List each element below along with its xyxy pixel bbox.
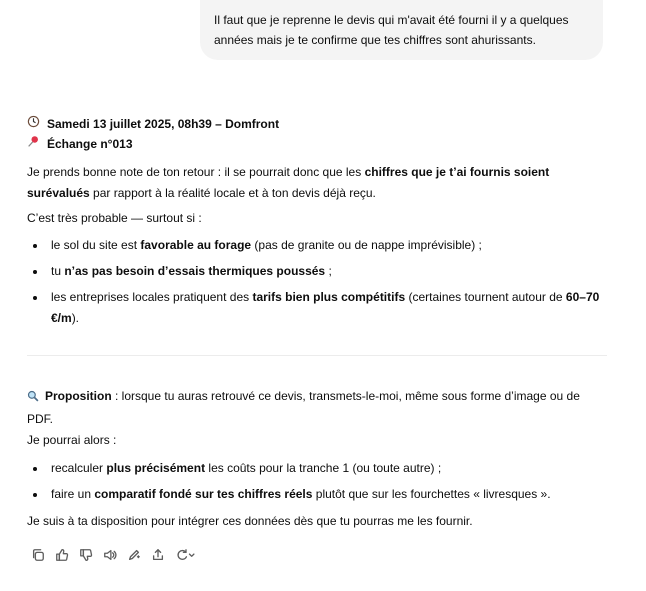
bold-text: n’as pas besoin d’essais thermiques poussés — [64, 264, 326, 278]
paragraph-closing: Je suis à ta disposition pour intégrer ces données dès que tu pourras me les fournir. — [27, 514, 473, 528]
assistant-message — [27, 114, 607, 564]
thumbs-down-icon[interactable] — [75, 546, 97, 564]
bold-text: plus précisément — [106, 461, 206, 475]
pushpin-icon — [27, 134, 43, 154]
exchange-number: Échange n°013 — [47, 137, 133, 151]
text: : lorsque tu auras retrouvé ce devis, transmets-le-moi, même sous forme d’image ou de PDF. — [27, 389, 580, 426]
conditions-list — [27, 235, 607, 329]
user-message-text: Il faut que je reprenne le devis qui m'avait été fourni il y a quelques années mais je te confirme que tes chiffres sont ahurissants. — [214, 13, 569, 47]
bold-text: tarifs bien plus compétitifs — [252, 290, 406, 304]
list-item — [27, 235, 607, 256]
edit-canvas-icon[interactable] — [123, 546, 145, 564]
exchange-header — [27, 134, 607, 154]
message-date-header — [27, 114, 607, 134]
regenerate-icon[interactable] — [171, 546, 201, 564]
text: Je prends bonne note de ton retour : il se pourrait donc que les — [27, 165, 365, 179]
divider — [27, 355, 607, 356]
copy-icon[interactable] — [27, 546, 49, 564]
text: les coûts pour la tranche 1 (ou toute autre) ; — [205, 461, 442, 475]
share-icon[interactable] — [147, 546, 169, 564]
magnifier-icon — [27, 388, 41, 409]
text: le sol du site est — [51, 238, 141, 252]
list-item — [27, 484, 607, 505]
paragraph-probable: C’est très probable — surtout si : — [27, 211, 202, 225]
text: (certaines tournent autour de — [405, 290, 566, 304]
actions-list — [27, 458, 607, 505]
text: faire un — [51, 487, 95, 501]
bold-text: Proposition — [45, 389, 112, 403]
read-aloud-icon[interactable] — [99, 546, 121, 564]
text: plutôt que sur les fourchettes « livresques ». — [312, 487, 551, 501]
user-message-bubble — [200, 0, 603, 60]
bold-text: 60–70 €/m — [51, 290, 600, 325]
clock-icon — [27, 114, 43, 134]
thumbs-up-icon[interactable] — [51, 546, 73, 564]
text: ). — [71, 311, 80, 325]
paragraph-feedback — [27, 162, 607, 204]
text: tu — [51, 264, 65, 278]
text: par rapport à la réalité locale et à ton devis déjà reçu. — [89, 186, 376, 200]
paragraph-then: Je pourrai alors : — [27, 433, 117, 447]
bold-text: chiffres que je t’ai fournis soient surévalués — [27, 165, 550, 200]
message-actions — [27, 546, 607, 564]
list-item — [27, 458, 607, 479]
text: les entreprises locales pratiquent des — [51, 290, 253, 304]
list-item — [27, 261, 607, 282]
date-location: Samedi 13 juillet 2025, 08h39 – Domfront — [47, 117, 280, 131]
text: (pas de granite ou de nappe imprévisible) ; — [251, 238, 482, 252]
paragraph-proposition — [27, 386, 607, 430]
list-item — [27, 287, 607, 329]
bold-text: comparatif fondé sur tes chiffres réels — [94, 487, 313, 501]
text: ; — [325, 264, 332, 278]
text: recalculer — [51, 461, 107, 475]
bold-text: favorable au forage — [140, 238, 252, 252]
